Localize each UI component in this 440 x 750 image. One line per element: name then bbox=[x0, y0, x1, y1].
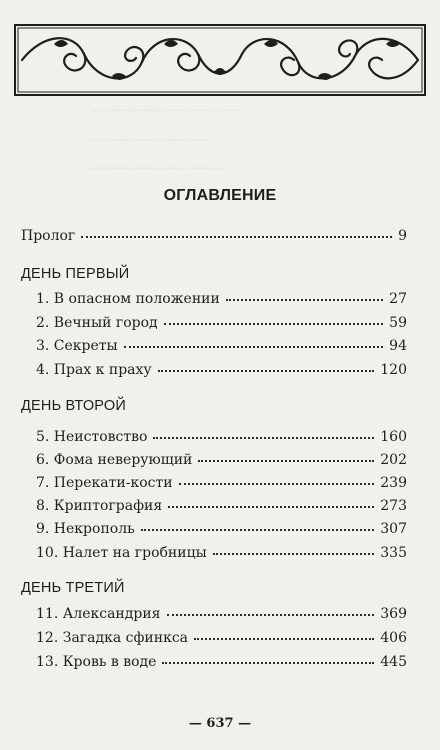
toc-entry[interactable] bbox=[36, 475, 407, 495]
page-number: — 637 — bbox=[188, 716, 252, 731]
toc-entry-label: 11. Александрия bbox=[36, 606, 161, 622]
toc-entry-page: 335 bbox=[380, 545, 407, 561]
toc-entry-page: 445 bbox=[380, 654, 407, 670]
toc-entry-page: 202 bbox=[380, 452, 407, 468]
toc-entry-label: 5. Неистовство bbox=[36, 429, 148, 445]
toc-entry[interactable] bbox=[36, 498, 407, 518]
toc-entry-prologue[interactable] bbox=[21, 228, 407, 248]
dot-leader bbox=[168, 505, 374, 508]
scroll-ornament-icon bbox=[14, 24, 426, 96]
section-heading-day2: ДЕНЬ ВТОРОЙ bbox=[21, 398, 126, 414]
toc-entry-page: 120 bbox=[380, 362, 407, 378]
toc-entry[interactable] bbox=[36, 545, 407, 565]
toc-entry[interactable] bbox=[36, 338, 407, 358]
dot-leader bbox=[153, 436, 374, 439]
toc-entry-page: 94 bbox=[389, 338, 407, 354]
toc-entry[interactable] bbox=[36, 291, 407, 311]
dot-leader bbox=[164, 322, 384, 325]
toc-entry[interactable] bbox=[36, 429, 407, 449]
toc-entry-label: 9. Некрополь bbox=[36, 521, 135, 537]
dot-leader bbox=[158, 369, 375, 372]
show-through-text: ··································· bbox=[90, 134, 213, 147]
dot-leader bbox=[167, 613, 375, 616]
toc-entry-page: 160 bbox=[380, 429, 407, 445]
dot-leader bbox=[124, 345, 383, 348]
dot-leader bbox=[198, 459, 374, 462]
toc-entry[interactable] bbox=[36, 315, 407, 335]
toc-entry-page: 239 bbox=[380, 475, 407, 491]
dot-leader bbox=[81, 235, 392, 238]
toc-entry[interactable] bbox=[36, 630, 407, 650]
toc-entry-label: 3. Секреты bbox=[36, 338, 118, 354]
dot-leader bbox=[194, 637, 374, 640]
toc-entry-label: 4. Прах к праху bbox=[36, 362, 152, 378]
dot-leader bbox=[226, 298, 383, 301]
toc-entry-label: 1. В опасном положении bbox=[36, 291, 220, 307]
toc-entry-label: 8. Криптография bbox=[36, 498, 163, 514]
dot-leader bbox=[179, 482, 375, 485]
toc-entry[interactable] bbox=[36, 521, 407, 541]
dot-leader bbox=[162, 661, 374, 664]
toc-entry-page: 59 bbox=[389, 315, 407, 331]
show-through-text: ············································ bbox=[90, 104, 244, 117]
toc-entry-page: 9 bbox=[398, 228, 407, 244]
toc-entry[interactable] bbox=[36, 606, 407, 626]
toc-entry[interactable] bbox=[36, 362, 407, 382]
toc-entry[interactable] bbox=[36, 654, 407, 674]
toc-entry-label: 7. Перекати-кости bbox=[36, 475, 173, 491]
toc-entry-label: 13. Кровь в воде bbox=[36, 654, 157, 670]
toc-entry-page: 307 bbox=[380, 521, 407, 537]
toc-entry-label: Пролог bbox=[21, 228, 76, 244]
toc-entry-label: 12. Загадка сфинкса bbox=[36, 630, 189, 646]
section-heading-day1: ДЕНЬ ПЕРВЫЙ bbox=[21, 266, 130, 282]
toc-entry-page: 406 bbox=[380, 630, 407, 646]
toc-title: ОГЛАВЛЕНИЕ bbox=[163, 187, 277, 204]
toc-entry-page: 369 bbox=[380, 606, 407, 622]
dot-leader bbox=[141, 528, 375, 531]
dot-leader bbox=[213, 552, 375, 555]
section-heading-day3: ДЕНЬ ТРЕТИЙ bbox=[21, 580, 125, 596]
toc-entry-page: 273 bbox=[380, 498, 407, 514]
toc-entry-page: 27 bbox=[389, 291, 407, 307]
toc-entry-label: 10. Налет на гробницы bbox=[36, 545, 207, 561]
toc-entry-label: 6. Фома неверующий bbox=[36, 452, 193, 468]
show-through-text: ······································ bbox=[90, 162, 223, 175]
toc-entry-label: 2. Вечный город bbox=[36, 315, 158, 331]
toc-entry[interactable] bbox=[36, 452, 407, 472]
